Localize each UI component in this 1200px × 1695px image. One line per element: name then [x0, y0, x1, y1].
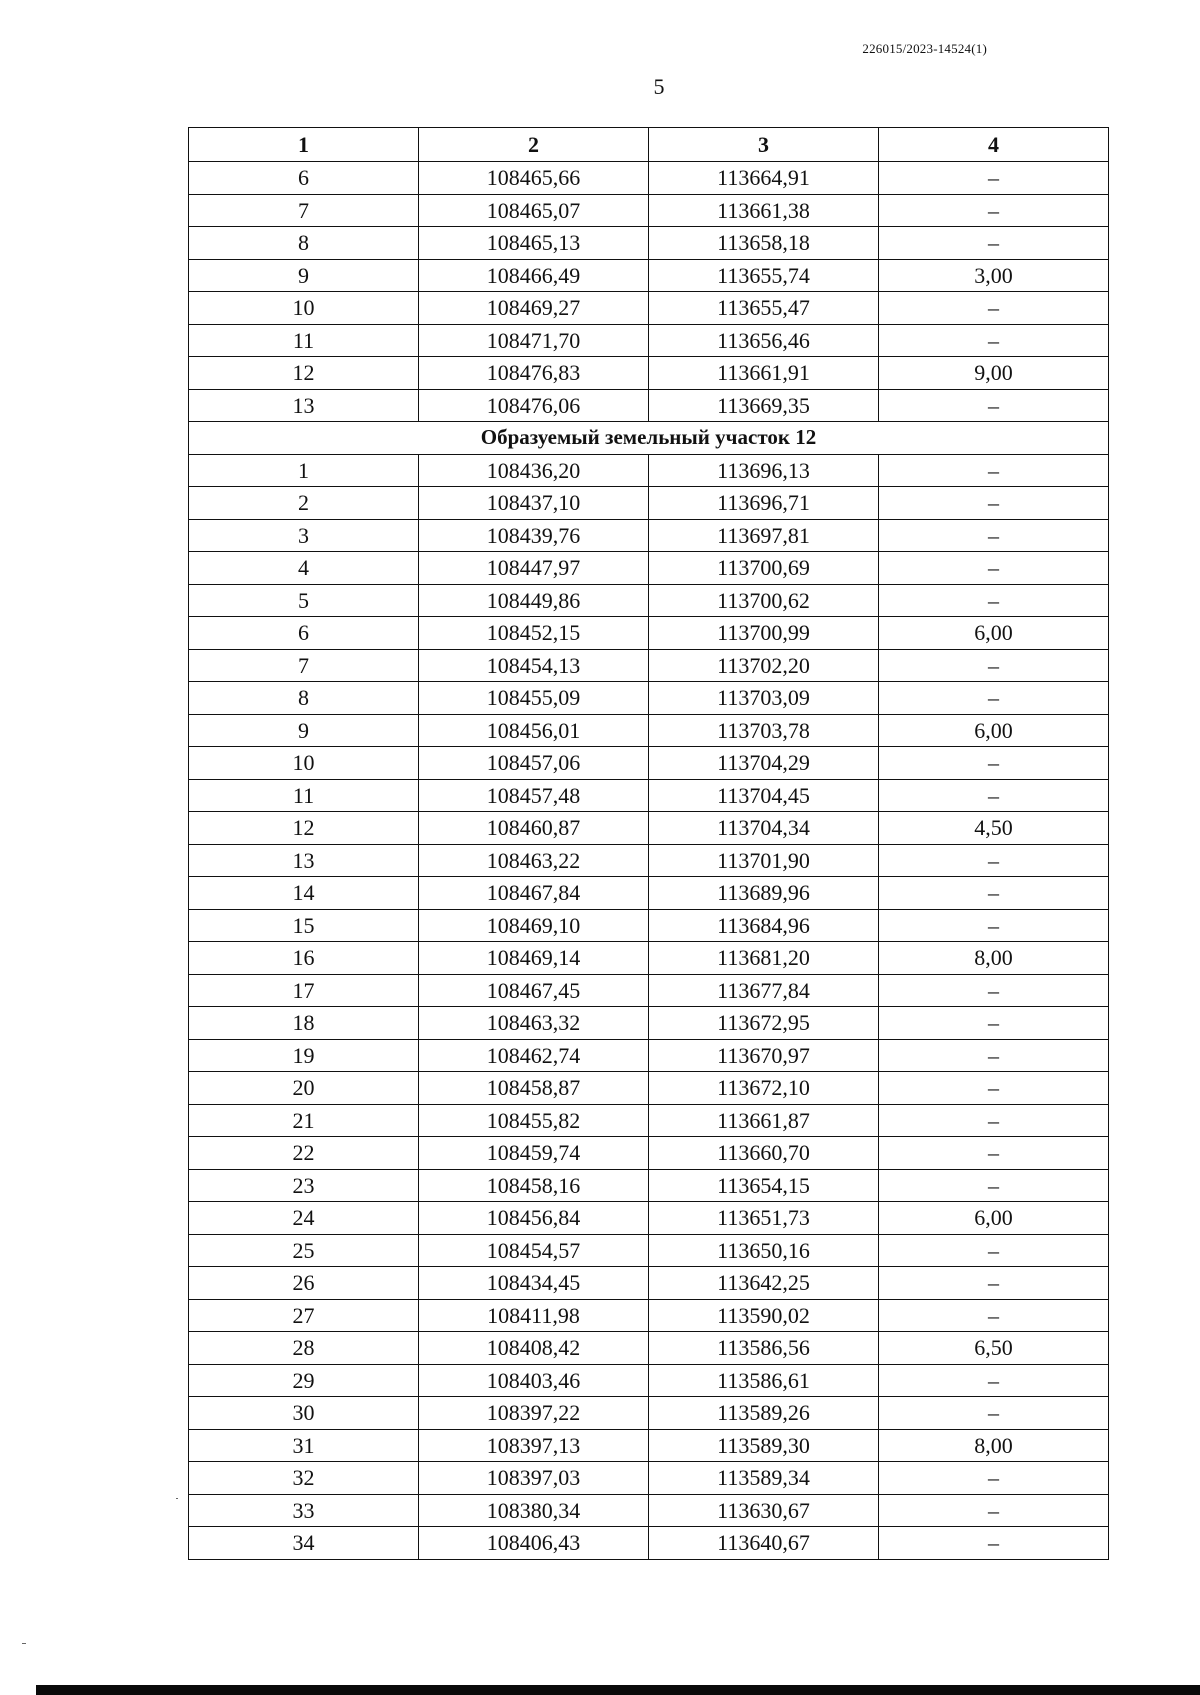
distance-cell: 4,50	[879, 812, 1109, 845]
table-row	[189, 227, 1109, 260]
table-row	[189, 1007, 1109, 1040]
y-coordinate-cell: 113677,84	[649, 974, 879, 1007]
y-coordinate-cell: 113664,91	[649, 162, 879, 195]
x-coordinate-cell: 108465,13	[419, 227, 649, 260]
section-title: Образуемый земельный участок 12	[189, 422, 1109, 455]
table-row	[189, 1234, 1109, 1267]
x-coordinate-cell: 108467,84	[419, 877, 649, 910]
table-row	[189, 682, 1109, 715]
table-row	[189, 649, 1109, 682]
table-row	[189, 324, 1109, 357]
x-coordinate-cell: 108465,07	[419, 194, 649, 227]
point-number-cell: 26	[189, 1267, 419, 1300]
point-number-cell: 6	[189, 162, 419, 195]
distance-cell: –	[879, 682, 1109, 715]
table-row	[189, 1364, 1109, 1397]
point-number-cell: 10	[189, 747, 419, 780]
distance-cell: –	[879, 1169, 1109, 1202]
x-coordinate-cell: 108476,83	[419, 357, 649, 390]
distance-cell: –	[879, 1494, 1109, 1527]
y-coordinate-cell: 113654,15	[649, 1169, 879, 1202]
x-coordinate-cell: 108460,87	[419, 812, 649, 845]
point-number-cell: 11	[189, 779, 419, 812]
y-coordinate-cell: 113589,30	[649, 1429, 879, 1462]
y-coordinate-cell: 113656,46	[649, 324, 879, 357]
y-coordinate-cell: 113660,70	[649, 1137, 879, 1170]
document-registry-number: 226015/2023-14524(1)	[862, 41, 987, 56]
y-coordinate-cell: 113672,10	[649, 1072, 879, 1105]
distance-cell: –	[879, 584, 1109, 617]
x-coordinate-cell: 108469,14	[419, 942, 649, 975]
point-number-cell: 22	[189, 1137, 419, 1170]
point-number-cell: 31	[189, 1429, 419, 1462]
y-coordinate-cell: 113661,91	[649, 357, 879, 390]
point-number-cell: 25	[189, 1234, 419, 1267]
y-coordinate-cell: 113689,96	[649, 877, 879, 910]
distance-cell: –	[879, 1462, 1109, 1495]
point-number-cell: 34	[189, 1527, 419, 1560]
distance-cell: –	[879, 1364, 1109, 1397]
x-coordinate-cell: 108465,66	[419, 162, 649, 195]
point-number-cell: 4	[189, 552, 419, 585]
distance-cell: –	[879, 1527, 1109, 1560]
x-coordinate-cell: 108458,87	[419, 1072, 649, 1105]
table-row	[189, 1072, 1109, 1105]
table-row	[189, 812, 1109, 845]
distance-cell: –	[879, 487, 1109, 520]
x-coordinate-cell: 108471,70	[419, 324, 649, 357]
table-row	[189, 389, 1109, 422]
distance-cell: –	[879, 454, 1109, 487]
point-number-cell: 5	[189, 584, 419, 617]
column-header-3: 3	[649, 128, 879, 162]
point-number-cell: 20	[189, 1072, 419, 1105]
x-coordinate-cell: 108434,45	[419, 1267, 649, 1300]
table-header-row	[189, 128, 1109, 162]
x-coordinate-cell: 108463,32	[419, 1007, 649, 1040]
y-coordinate-cell: 113701,90	[649, 844, 879, 877]
table-row	[189, 1397, 1109, 1430]
y-coordinate-cell: 113704,45	[649, 779, 879, 812]
distance-cell: –	[879, 747, 1109, 780]
x-coordinate-cell: 108466,49	[419, 259, 649, 292]
x-coordinate-cell: 108456,01	[419, 714, 649, 747]
table-row	[189, 1332, 1109, 1365]
y-coordinate-cell: 113669,35	[649, 389, 879, 422]
distance-cell: –	[879, 1397, 1109, 1430]
y-coordinate-cell: 113704,29	[649, 747, 879, 780]
point-number-cell: 12	[189, 812, 419, 845]
distance-cell: 8,00	[879, 1429, 1109, 1462]
y-coordinate-cell: 113696,71	[649, 487, 879, 520]
y-coordinate-cell: 113586,56	[649, 1332, 879, 1365]
distance-cell: –	[879, 227, 1109, 260]
x-coordinate-cell: 108456,84	[419, 1202, 649, 1235]
distance-cell: –	[879, 1072, 1109, 1105]
point-number-cell: 23	[189, 1169, 419, 1202]
column-header-1: 1	[189, 128, 419, 162]
table-row	[189, 844, 1109, 877]
table-row	[189, 357, 1109, 390]
scan-speck	[176, 1498, 178, 1499]
y-coordinate-cell: 113661,38	[649, 194, 879, 227]
table-row	[189, 617, 1109, 650]
table-row	[189, 877, 1109, 910]
point-number-cell: 8	[189, 227, 419, 260]
x-coordinate-cell: 108447,97	[419, 552, 649, 585]
table-row	[189, 747, 1109, 780]
distance-cell: –	[879, 162, 1109, 195]
distance-cell: –	[879, 649, 1109, 682]
x-coordinate-cell: 108462,74	[419, 1039, 649, 1072]
distance-cell: –	[879, 974, 1109, 1007]
y-coordinate-cell: 113630,67	[649, 1494, 879, 1527]
table-row	[189, 1202, 1109, 1235]
point-number-cell: 6	[189, 617, 419, 650]
y-coordinate-cell: 113696,13	[649, 454, 879, 487]
x-coordinate-cell: 108455,09	[419, 682, 649, 715]
distance-cell: 8,00	[879, 942, 1109, 975]
distance-cell: –	[879, 519, 1109, 552]
y-coordinate-cell: 113655,47	[649, 292, 879, 325]
y-coordinate-cell: 113700,69	[649, 552, 879, 585]
point-number-cell: 15	[189, 909, 419, 942]
section-header-group	[189, 422, 1109, 455]
distance-cell: –	[879, 552, 1109, 585]
distance-cell: –	[879, 1039, 1109, 1072]
distance-cell: –	[879, 1234, 1109, 1267]
x-coordinate-cell: 108469,10	[419, 909, 649, 942]
table-row	[189, 1104, 1109, 1137]
table-body-plot-12	[189, 454, 1109, 1559]
distance-cell: –	[879, 877, 1109, 910]
y-coordinate-cell: 113703,09	[649, 682, 879, 715]
y-coordinate-cell: 113642,25	[649, 1267, 879, 1300]
distance-cell: 6,00	[879, 1202, 1109, 1235]
point-number-cell: 1	[189, 454, 419, 487]
distance-cell: –	[879, 1299, 1109, 1332]
y-coordinate-cell: 113703,78	[649, 714, 879, 747]
point-number-cell: 28	[189, 1332, 419, 1365]
column-header-4: 4	[879, 128, 1109, 162]
x-coordinate-cell: 108406,43	[419, 1527, 649, 1560]
distance-cell: –	[879, 389, 1109, 422]
scan-speck	[22, 1643, 26, 1644]
table-row	[189, 974, 1109, 1007]
y-coordinate-cell: 113589,26	[649, 1397, 879, 1430]
y-coordinate-cell: 113640,67	[649, 1527, 879, 1560]
x-coordinate-cell: 108380,34	[419, 1494, 649, 1527]
distance-cell: 9,00	[879, 357, 1109, 390]
point-number-cell: 3	[189, 519, 419, 552]
point-number-cell: 11	[189, 324, 419, 357]
x-coordinate-cell: 108449,86	[419, 584, 649, 617]
distance-cell: –	[879, 909, 1109, 942]
x-coordinate-cell: 108457,48	[419, 779, 649, 812]
table-row	[189, 714, 1109, 747]
x-coordinate-cell: 108476,06	[419, 389, 649, 422]
distance-cell: –	[879, 844, 1109, 877]
table-row	[189, 1267, 1109, 1300]
table-row	[189, 909, 1109, 942]
x-coordinate-cell: 108403,46	[419, 1364, 649, 1397]
point-number-cell: 7	[189, 649, 419, 682]
y-coordinate-cell: 113700,99	[649, 617, 879, 650]
y-coordinate-cell: 113651,73	[649, 1202, 879, 1235]
point-number-cell: 13	[189, 844, 419, 877]
distance-cell: –	[879, 779, 1109, 812]
point-number-cell: 29	[189, 1364, 419, 1397]
distance-cell: 3,00	[879, 259, 1109, 292]
page-number: 5	[653, 74, 665, 99]
point-number-cell: 10	[189, 292, 419, 325]
distance-cell: –	[879, 194, 1109, 227]
table-row	[189, 1494, 1109, 1527]
scan-footer-bar	[36, 1685, 1200, 1695]
x-coordinate-cell: 108469,27	[419, 292, 649, 325]
point-number-cell: 17	[189, 974, 419, 1007]
x-coordinate-cell: 108454,57	[419, 1234, 649, 1267]
table-row	[189, 454, 1109, 487]
x-coordinate-cell: 108397,22	[419, 1397, 649, 1430]
point-number-cell: 7	[189, 194, 419, 227]
table-row	[189, 1169, 1109, 1202]
x-coordinate-cell: 108454,13	[419, 649, 649, 682]
y-coordinate-cell: 113650,16	[649, 1234, 879, 1267]
point-number-cell: 30	[189, 1397, 419, 1430]
y-coordinate-cell: 113700,62	[649, 584, 879, 617]
distance-cell: –	[879, 292, 1109, 325]
point-number-cell: 27	[189, 1299, 419, 1332]
table-header	[189, 128, 1109, 162]
point-number-cell: 9	[189, 259, 419, 292]
distance-cell: 6,00	[879, 714, 1109, 747]
point-number-cell: 12	[189, 357, 419, 390]
point-number-cell: 18	[189, 1007, 419, 1040]
point-number-cell: 33	[189, 1494, 419, 1527]
section-header-row	[189, 422, 1109, 455]
y-coordinate-cell: 113681,20	[649, 942, 879, 975]
distance-cell: 6,50	[879, 1332, 1109, 1365]
table-row	[189, 162, 1109, 195]
x-coordinate-cell: 108452,15	[419, 617, 649, 650]
y-coordinate-cell: 113672,95	[649, 1007, 879, 1040]
x-coordinate-cell: 108411,98	[419, 1299, 649, 1332]
x-coordinate-cell: 108437,10	[419, 487, 649, 520]
point-number-cell: 13	[189, 389, 419, 422]
x-coordinate-cell: 108459,74	[419, 1137, 649, 1170]
y-coordinate-cell: 113586,61	[649, 1364, 879, 1397]
y-coordinate-cell: 113589,34	[649, 1462, 879, 1495]
point-number-cell: 2	[189, 487, 419, 520]
distance-cell: 6,00	[879, 617, 1109, 650]
point-number-cell: 32	[189, 1462, 419, 1495]
table-row	[189, 584, 1109, 617]
table-row	[189, 487, 1109, 520]
x-coordinate-cell: 108458,16	[419, 1169, 649, 1202]
x-coordinate-cell: 108463,22	[419, 844, 649, 877]
point-number-cell: 24	[189, 1202, 419, 1235]
x-coordinate-cell: 108408,42	[419, 1332, 649, 1365]
table-row	[189, 194, 1109, 227]
distance-cell: –	[879, 1267, 1109, 1300]
distance-cell: –	[879, 1007, 1109, 1040]
x-coordinate-cell: 108397,03	[419, 1462, 649, 1495]
table-row	[189, 1137, 1109, 1170]
y-coordinate-cell: 113661,87	[649, 1104, 879, 1137]
y-coordinate-cell: 113655,74	[649, 259, 879, 292]
table-row	[189, 552, 1109, 585]
x-coordinate-cell: 108455,82	[419, 1104, 649, 1137]
y-coordinate-cell: 113670,97	[649, 1039, 879, 1072]
y-coordinate-cell: 113658,18	[649, 227, 879, 260]
point-number-cell: 19	[189, 1039, 419, 1072]
table-row	[189, 1429, 1109, 1462]
y-coordinate-cell: 113697,81	[649, 519, 879, 552]
table-row	[189, 519, 1109, 552]
column-header-2: 2	[419, 128, 649, 162]
y-coordinate-cell: 113590,02	[649, 1299, 879, 1332]
table-row	[189, 259, 1109, 292]
point-number-cell: 16	[189, 942, 419, 975]
distance-cell: –	[879, 1137, 1109, 1170]
point-number-cell: 8	[189, 682, 419, 715]
table-row	[189, 1527, 1109, 1560]
distance-cell: –	[879, 324, 1109, 357]
x-coordinate-cell: 108467,45	[419, 974, 649, 1007]
point-number-cell: 21	[189, 1104, 419, 1137]
x-coordinate-cell: 108397,13	[419, 1429, 649, 1462]
table-row	[189, 1299, 1109, 1332]
x-coordinate-cell: 108457,06	[419, 747, 649, 780]
y-coordinate-cell: 113702,20	[649, 649, 879, 682]
x-coordinate-cell: 108436,20	[419, 454, 649, 487]
table-row	[189, 292, 1109, 325]
distance-cell: –	[879, 1104, 1109, 1137]
point-number-cell: 9	[189, 714, 419, 747]
point-number-cell: 14	[189, 877, 419, 910]
coordinates-table	[188, 127, 1109, 1560]
y-coordinate-cell: 113684,96	[649, 909, 879, 942]
table-body-continued	[189, 162, 1109, 422]
table-row	[189, 779, 1109, 812]
table-row	[189, 942, 1109, 975]
table-row	[189, 1462, 1109, 1495]
y-coordinate-cell: 113704,34	[649, 812, 879, 845]
table-row	[189, 1039, 1109, 1072]
x-coordinate-cell: 108439,76	[419, 519, 649, 552]
